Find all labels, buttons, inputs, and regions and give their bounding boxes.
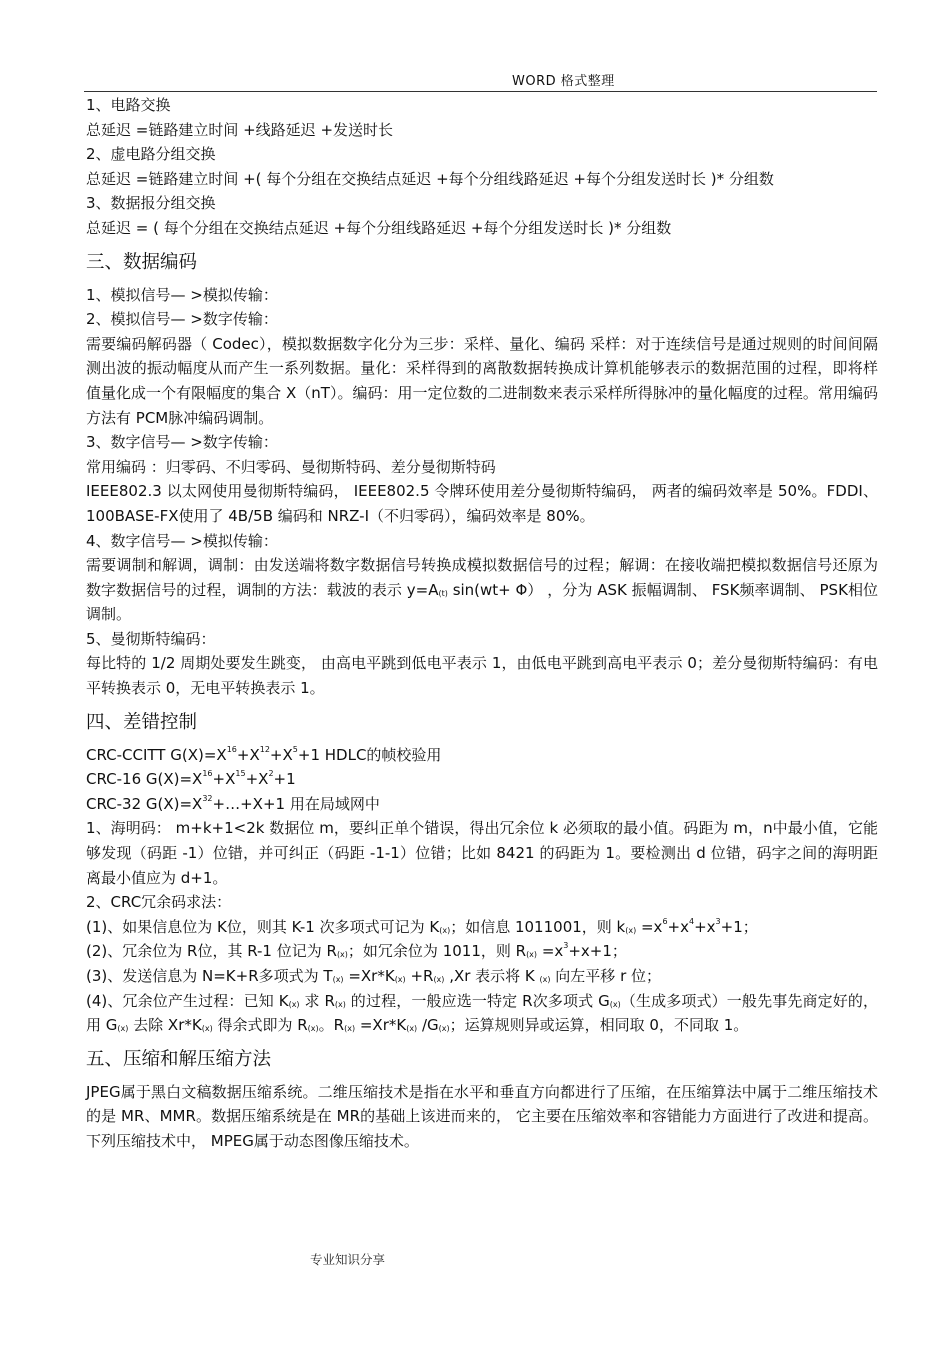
delay-datagram-title: 3、数据报分组交换 [86, 194, 216, 213]
delay-vc-formula: 总延迟 =链路建立时间 +( 每个分组在交换结点延迟 +每个分组线路延迟 +每个分组发送时长 )* 分组数 [86, 169, 774, 188]
common-encodings: 常用编码 ：归零码、不归零码、曼彻斯特码、差分曼彻斯特码 [86, 457, 496, 476]
crc-step-4: (4)、冗余位产生过程：已知 $K_{(x)}$ 求 $R_{(x)}$ 的过程，一般应选一特定 R次多项式 $G_{(x)}$（生成多项式）一般先事先商定好的，用 $G_{(x)}$ 去除 $Xr*K_{(x)}$ 得余式即为 $R_{(x)}$。$R_{(x)} =Xr*K_{(x)}$ $/G_{(x)}$；运算规则异或运算，相同取 0，不同取 1。 [86, 991, 878, 1035]
crc-method-title: 2、CRC冗余码求法： [86, 893, 232, 912]
delay-circuit-formula: 总延迟 =链路建立时间 +线路延迟 +发送时长 [86, 120, 394, 139]
hamming-paragraph: 1、海明码： m+k+1<2k 数据位 m，要纠正单个错误，得出冗余位 k 必须取的最小值。码距为 m，n中最小值，它能够发现（码距 -1）位错，并可纠正（码距 -1-1）位错；比如 8421 的码距为 1。要检测出 d 位错，码字之间的海明距离最小值应为 d+1。 [86, 819, 878, 887]
analog-to-digital: 2、模拟信号— >数字传输： [86, 310, 278, 329]
analog-to-analog: 1、模拟信号— >模拟传输： [86, 285, 278, 304]
codec-paragraph: 需要编码解码器（ Codec），模拟数据数字化分为三步：采样、量化、编码 采样：对于连续信号是通过规则的时间间隔测出波的振动幅度从而产生一系列数据。量化：采样得到的离散数据转换成计算机能够表示的数据范围的过程，即将样值量化成一个有限幅度的集合 X（nT）。编码：用一定位数的二进制数来表示采样所得脉冲的量化幅度的过程。常用编码方法有 PCM脉冲编码调制。 [86, 334, 878, 427]
modulation-paragraph: 需要调制和解调，调制：由发送端将数字数据信号转换成模拟数据信号的过程；解调：在接收端把模拟数据信号还原为数字数据信号的过程，调制的方法：载波的表示 $y=A_{(t)}$ sin(wt+ Φ） ，分为 ASK 振幅调制、 FSK频率调制、 PSK相位调制。 [86, 556, 878, 624]
page-header: WORD 格式整理 [512, 74, 615, 89]
digital-to-digital: 3、数字信号— >数字传输： [86, 433, 278, 452]
manchester-title: 5、曼彻斯特编码： [86, 629, 216, 648]
compression-paragraph: JPEG属于黑白文稿数据压缩系统。二维压缩技术是指在水平和垂直方向都进行了压缩，在压缩算法中属于二维压缩技术的是 MR、MMR。数据压缩系统是在 MR的基础上该进而来的， 它主要在压缩效率和容错能力方面进行了改进和提高。下列压缩技术中， MPEG属于动态图像压缩技术。 [86, 1082, 879, 1150]
crc-ccitt-formula: CRC-CCITT $G(X)=X^{16}+X^{12}+X^5+1$ HDLC的帧校验用 [86, 744, 442, 764]
section-heading-data-encoding: 三、数据编码 [86, 251, 198, 273]
delay-section [86, 93, 878, 241]
manchester-paragraph: 每比特的 1/2 周期处要发生跳变， 由高电平跳到低电平表示 1，由低电平跳到高电平表示 0；差分曼彻斯特编码：有电平转换表示 0，无电平转换表示 1。 [86, 654, 878, 698]
section-heading-compression: 五、压缩和解压缩方法 [86, 1048, 272, 1070]
digital-to-analog: 4、数字信号— >模拟传输： [86, 531, 278, 550]
ieee-encoding-paragraph: IEEE802.3 以太网使用曼彻斯特编码， IEEE802.5 令牌环使用差分曼彻斯特编码， 两者的编码效率是 50%。FDDI、100BASE-FX使用了 4B/5B 编码和 NRZ-I（不归零码），编码效率是 80%。 [86, 482, 878, 525]
crc-step-2: (2)、冗余位为 R位，其 R-1 位记为 $R_{(x)}$；如冗余位为 1011，则 $R_{(x)} =x^3+x+1$； [86, 941, 627, 961]
crc-16-formula: CRC-16 $G(X)=X^{16}+X^{15}+X^2+1$ [86, 769, 296, 789]
crc-step-3: (3)、发送信息为 N=K+R多项式为 $T_{(x)} =Xr*K_{(x)} +R_{(x)}$ ,Xr 表示将 K $_{(x)}$ 向左平移 r 位； [86, 967, 662, 985]
document-body [86, 93, 878, 1154]
header-rule [84, 91, 877, 92]
page-footer: 专业知识分享 [310, 1252, 386, 1267]
delay-circuit-title: 1、电路交换 [86, 96, 171, 114]
delay-vc-title: 2、虚电路分组交换 [86, 145, 216, 164]
section-heading-error-control: 四、差错控制 [86, 711, 198, 733]
delay-datagram-formula: 总延迟 = ( 每个分组在交换结点延迟 +每个分组线路延迟 +每个分组发送时长 )* 分组数 [86, 218, 672, 237]
crc-32-formula: CRC-32 $G(X)=X^{32}+\dots+X+1$ 用在局域网中 [86, 793, 380, 813]
crc-step-1: (1)、如果信息位为 K位，则其 K-1 次多项式可记为 $K_{(x)}$；如信息 1011001，则 $k_{(x)} =x^6+x^4+x^3+1$； [86, 916, 758, 936]
